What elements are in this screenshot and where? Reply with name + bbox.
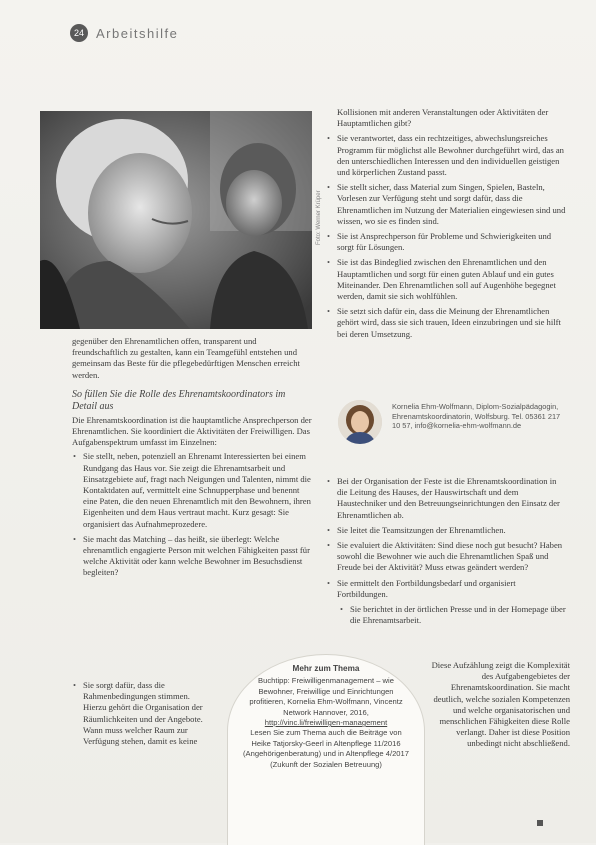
info-box-text: Buchtipp: Freiwilligenmanagement – wie Bewohner, Freiwillige und Einrichtungen profitieren, Kornelia Ehm-Wolfmann, Vincentz Network Hannover, 2016, [249,676,403,717]
list-item: • Bei der Organisation der Feste ist die Ehrenamtskoordination in die Leitung des Hauses, der Hauswirtschaft und dem Haustechniker und den Betreuungseinrichtungen den Einsatz der Ehrenamtlichen ab. [326,476,568,521]
info-box-content [240,664,412,770]
list-item: • Sie sorgt dafür, dass die Rahmenbedingungen stimmen. Hierzu gehört die Organisation der Räumlichkeiten und der Angebote. Wann muss welcher Raum zur Verfügung stehen, damit es keine [72,680,212,747]
paragraph-lead: Die Ehrenamtskoordination ist die hauptamtliche Ansprechperson der Ehrenamtlichen. Sie koordiniert die Aktivitäten der Freiwilligen. Das Aufgabenspektrum umfasst im Einzelnen: [72,414,312,448]
column-left [72,336,312,583]
column-right-top [326,107,568,344]
photo-credit: Foto: Werner Krüper [316,190,322,245]
list-item: • Sie ist Ansprechperson für Probleme und Schwierigkeiten und sorgt für Lösungen. [326,231,568,253]
page-number: 24 [70,24,88,42]
task-list-left [72,451,312,578]
list-item: • Sie ermittelt den Fortbildungsbedarf und organisiert Fortbildungen. [326,578,568,600]
list-item: • Sie stellt sicher, dass Material zum Singen, Spielen, Basteln, Vorlesen zur Verfügung steht und sorgt dafür, dass die Ehrenamtlichen im Nutzung der Materialien eingewiesen sind und wissen, wo sie es finden sind. [326,182,568,227]
list-item: • Sie evaluiert die Aktivitäten: Sind diese noch gut besucht? Haben sowohl die Bewohner wie auch die Ehrenamtlichen Spaß und Freude bei der Aktivität? Muss etwas geändert werden? [326,540,568,574]
list-item: • Sie macht das Matching – das heißt, sie überlegt: Welche ehrenamtlich engagierte Person mit welchen Fähigkeiten passt für welche Aktivität oder kann welche Bewohner im Besuchsdienst begleiten? [72,534,312,579]
info-box-text-2: Lesen Sie zum Thema auch die Beiträge von Heike Tatjorsky-Geerl in Altenpflege 11/2016 (Angehörigenberatung) und in Altenpflege 4/2017 (Zukunft der Sozialen Betreuung) [243,728,409,769]
list-item: • Sie setzt sich dafür ein, dass die Meinung der Ehrenamtlichen gehört wird, dass sie sich trauen, Ideen einzubringen und sie hilft bei deren Umsetzung. [326,306,568,340]
subheading: So füllen Sie die Rolle des Ehrenamtskoordinators im Detail aus [72,388,286,412]
paragraph-continued: Kollisionen mit anderen Veranstaltungen oder Aktivitäten der Hauptamtlichen gibt? [337,107,549,129]
running-title: Arbeitshilfe [96,25,179,41]
list-item: • Sie verantwortet, dass ein rechtzeitiges, abwechslungsreiches Programm für möglichst alle Bewohner durchgeführt wird, das an den unterschiedlichen Interessen und den individuellen geistigen und körperlichen Zustand passt. [326,133,568,178]
author-bio: Kornelia Ehm-Wolfmann, Diplom-Sozialpädagogin, Ehrenamtskoordinatorin, Wolfsburg. Tel. 05361 217 10 57, info@kornelia-ehm-wolfmann.de [392,402,561,431]
author-avatar [338,400,382,444]
end-mark [537,820,543,826]
page-header [70,24,178,42]
list-item: • Sie stellt, neben, potenziell an Ehrenamt Interessierten bei einem Rundgang das Haus vor. Sie zeigt die Ehrenamtsarbeit und Einsatzgebiete auf, fragt nach Neigungen und Talenten, nimmt die Kontaktdaten auf, vermittelt eine Schnupperphase und benennt eine Paten, die den neuen Ehrenamtlich mit den Bewohnern, ihren Eigenheiten und dem Haus vertraut macht. Kurz gesagt: Sie organisiert das Aufnahmeprozedere. [72,451,312,529]
list-subitem: • Sie berichtet in der örtlichen Presse und in der Homepage über die Ehrenamtsarbeit. [326,604,568,626]
photo-two-elderly-women [40,111,312,329]
closing-paragraph [430,660,570,750]
info-box-link[interactable]: http://vinc.li/freiwilligen-management [264,718,388,728]
column-right-bottom [326,476,568,630]
list-item: • Sie leitet die Teamsitzungen der Ehrenamtlichen. [326,525,568,536]
closing-text: Diese Aufzählung zeigt die Komplexität des Aufgabengebietes der Ehrenamtskoordination. Sie macht deutlich, welche sozialen Kompetenzen und welche organisatorischen und menschlichen Fähigkeiten diese Rolle verlangt. Daher ist diese Position unbedingt nicht abschließend. [431,660,570,749]
author-box [338,400,570,460]
paragraph-intro: gegenüber den Ehrenamtlichen offen, transparent und freundschaftlich zu gestalten, kann ein Teamgefühl entstehen und gemeinsam das Beste für die pflegebedürftigen Menschen erreicht werden. [72,336,300,380]
info-box-title: Mehr zum Thema [292,664,360,673]
list-item: • Sie ist das Bindeglied zwischen den Ehrenamtlichen und den Hauptamtlichen und sorgt für einen guten Ablauf und ein gutes Miteinander. Den Ehrenamtlichen soll auf Augenhöhe begegnet werden, damit sie sich wohlfühlen. [326,257,568,302]
column-left-bottom [72,680,212,751]
